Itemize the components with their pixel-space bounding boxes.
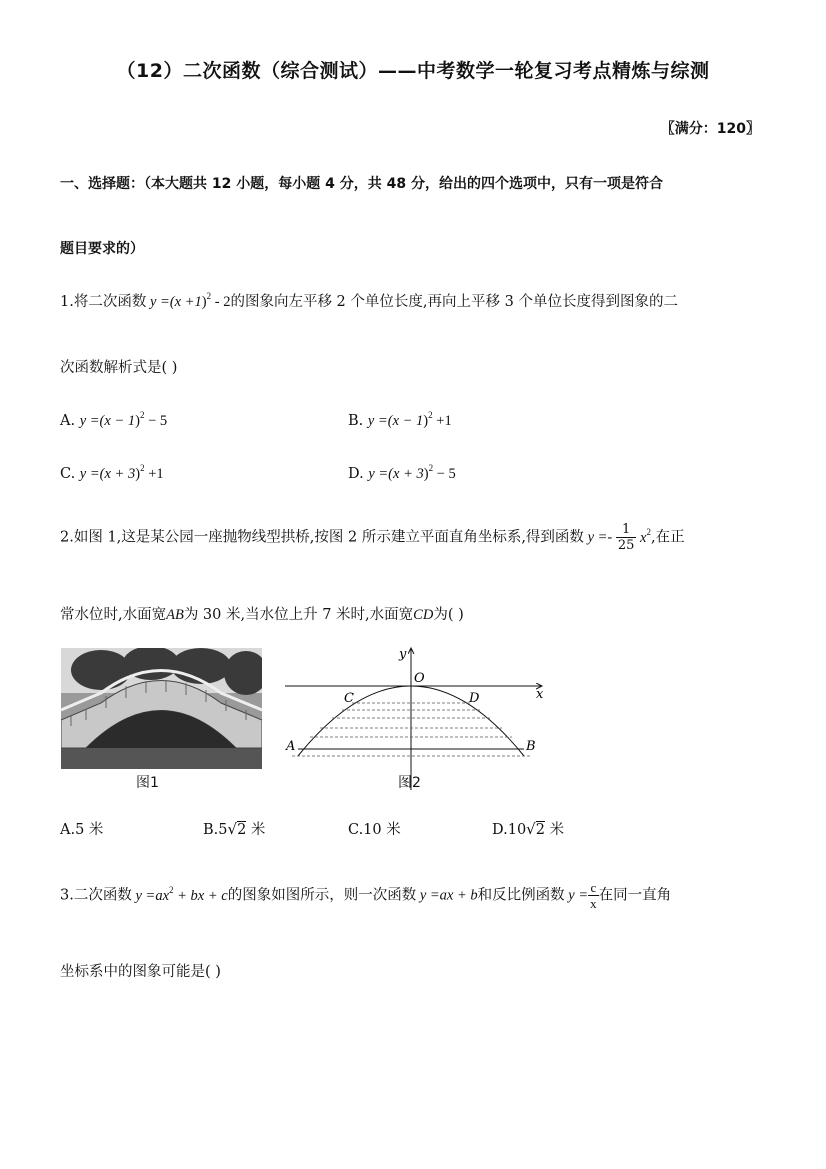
fraction-numerator: 1	[616, 522, 637, 538]
q2-suffix: ,在正	[650, 529, 685, 546]
option-expr-tail: +1	[436, 413, 452, 429]
q3-fraction	[588, 880, 599, 911]
q1-option-c[interactable]: C. $y =(x + 3)^2 +1$	[60, 463, 164, 482]
question-3-line1: 3.二次函数 $y =ax^2$ + bx + c的图象如图所示，则一次函数 y =ax + b和反比例函数 y = $\frac{c}{x}$ 在同一直角	[60, 880, 672, 911]
q2-ab: AB	[166, 607, 184, 623]
option-label: D.	[348, 466, 364, 482]
option-unit: 米	[250, 822, 266, 838]
fraction-denominator: x	[590, 896, 597, 911]
page-title: （12）二次函数（综合测试）——中考数学一轮复习考点精炼与综测	[116, 60, 710, 82]
option-coef: 5	[218, 822, 228, 838]
option-expr-inner: x + 3	[104, 466, 136, 482]
question-2-line2	[60, 603, 464, 624]
section-heading	[60, 173, 663, 193]
label-c: C	[344, 691, 354, 706]
bridge-photo	[61, 648, 262, 769]
question-3-line2: 坐标系中的图象可能是( )	[60, 964, 221, 980]
q2-line2-b: 为 30 米,当水位上升 7 米时,水面宽	[183, 607, 414, 623]
q2-line2-a: 常水位时,水面宽	[60, 607, 167, 623]
q1-line1-rest: 的图象向左平移 2 个单位长度,再向上平移 3 个单位长度得到图象的二	[230, 294, 678, 310]
q2-option-a[interactable]: A.5 米	[60, 822, 104, 838]
option-label: D.	[492, 822, 508, 838]
q2-prefix: 2.如图 1,这是某公园一座抛物线型拱桥,按图 2 所示建立平面直角坐标系,得到函数	[60, 529, 584, 546]
option-expr-tail: − 5	[436, 466, 456, 482]
q2-option-d[interactable]: D.10√2 米	[492, 820, 565, 838]
option-label: B.	[203, 822, 219, 838]
label-y: y	[399, 647, 407, 662]
q3-suffix: 在同一直角	[598, 887, 672, 904]
q1-prefix: 1.将二次函数	[60, 294, 147, 310]
label-d: D	[469, 691, 480, 706]
q2-line2-c: 为( )	[433, 607, 464, 623]
q1-option-d[interactable]: D. $y =(x + 3)^2 - 5$	[348, 463, 456, 482]
question-2-line1: 2.如图 1,这是某公园一座抛物线型拱桥,按图 2 所示建立平面直角坐标系,得到函数 y =- $\frac{1}{25}$ $x^2$,在正	[60, 522, 685, 553]
fraction-numerator: c	[588, 880, 599, 896]
option-expr-inner: x + 3	[393, 466, 424, 482]
q3-func1: $y =ax^2$ + bx + c	[131, 884, 228, 904]
q2-function: y =-	[583, 529, 616, 546]
option-expr-tail: +1	[148, 466, 164, 482]
option-label: A.	[60, 413, 76, 429]
section-heading-rest: （本大题共 12 小题，每小题 4 分，共 48 分，给出的四个选项中，只有一项是符合	[144, 176, 663, 192]
full-score-label: 〖满分：120〗	[660, 121, 760, 137]
question-1-line1	[60, 290, 678, 311]
option-unit: 米	[549, 822, 565, 838]
option-label: C.	[60, 466, 76, 482]
option-expr-tail: − 5	[148, 413, 168, 429]
option-label: B.	[348, 413, 364, 429]
q2-fraction	[616, 522, 637, 553]
option-radicand: 2	[237, 822, 247, 838]
q2-option-b[interactable]: B.5√2 米	[203, 820, 266, 838]
figure-2-diagram	[280, 640, 560, 790]
section-heading-line2: 题目要求的）	[60, 241, 144, 257]
figure-2-caption: 图2	[398, 775, 421, 791]
q2-option-c[interactable]: C.10 米	[348, 822, 401, 838]
q1-option-b[interactable]: B. $y =(x - 1)^2 +1$	[348, 410, 452, 429]
label-x: x	[536, 687, 544, 702]
q1-option-a[interactable]: A. $y =(x - 1)^2 - 5$	[60, 410, 168, 429]
figure-1-caption: 图1	[136, 775, 159, 791]
q3-mid2: 和反比例函数	[477, 887, 565, 904]
option-coef: 10	[507, 822, 527, 838]
q1-function: y =(	[146, 294, 175, 310]
section-heading-bold: 一、选择题：	[60, 176, 144, 192]
q1-function-inner: x +1	[174, 294, 202, 310]
option-radicand: 2	[535, 822, 545, 838]
q3-prefix: 3.二次函数	[60, 887, 132, 904]
q1-function-close: )$^2$ - 2	[201, 291, 231, 310]
label-a: A	[286, 739, 296, 754]
q3-mid1: 的图象如图所示，则一次函数	[227, 887, 417, 904]
q2-cd: CD	[413, 607, 434, 623]
fraction-denominator: 25	[617, 538, 635, 553]
label-b: B	[526, 739, 536, 754]
question-1-line2: 次函数解析式是( )	[60, 360, 178, 376]
label-o: O	[414, 671, 425, 686]
option-expr-inner: x − 1	[104, 413, 136, 429]
q3-func2: y =ax + b	[416, 887, 478, 904]
option-expr-inner: x − 1	[392, 413, 424, 429]
